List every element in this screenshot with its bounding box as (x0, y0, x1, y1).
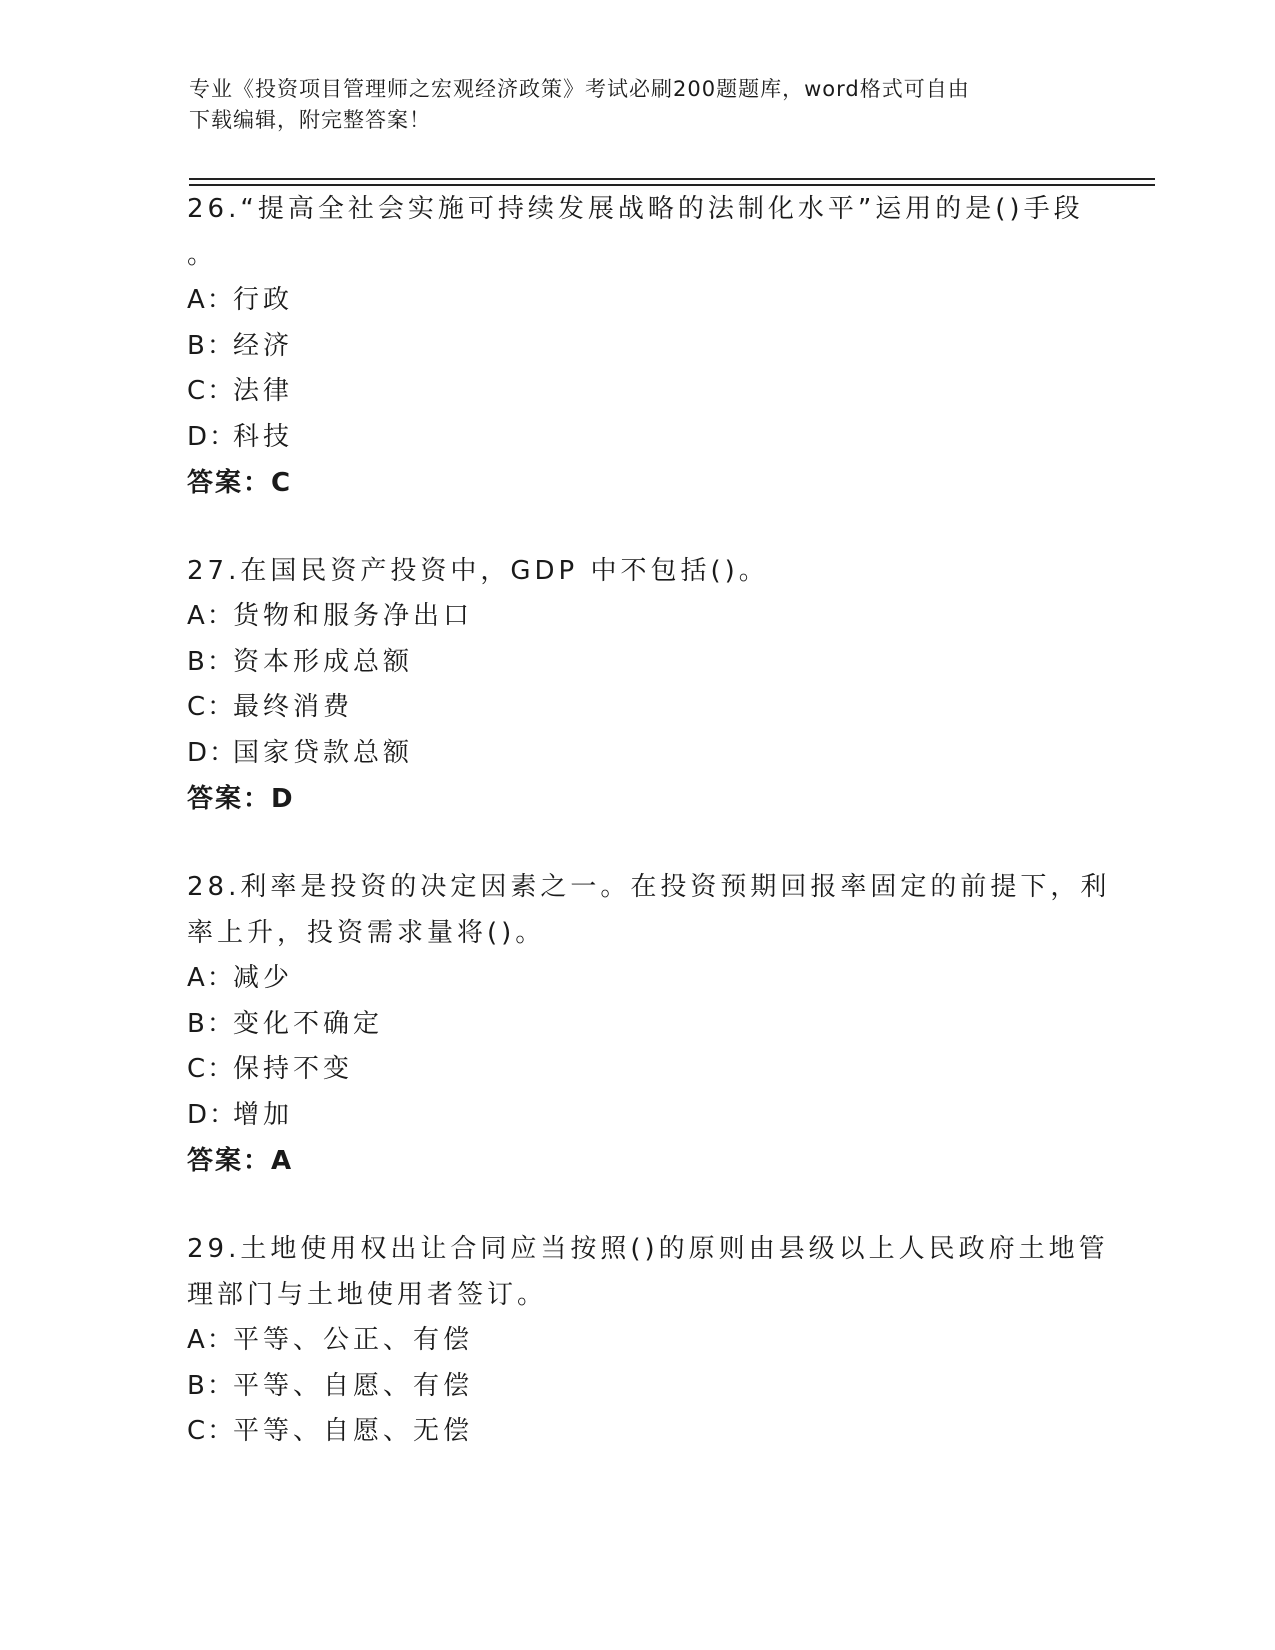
option-b (187, 1002, 1087, 1048)
document-header (189, 74, 1069, 136)
option-b (187, 640, 1087, 686)
option-key: C： (187, 376, 236, 406)
option-b (187, 324, 1087, 370)
option-key: D： (187, 1099, 238, 1130)
question-text-line: 。 (187, 240, 218, 270)
question-list (187, 186, 1111, 1497)
question-text-line: 28.利率是投资的决定因素之一。在投资预期回报率固定的前提下，利 (187, 872, 1111, 902)
question-29 (187, 1226, 1109, 1455)
option-text: 增加 (233, 1099, 294, 1130)
option-text: 最终消费 (233, 692, 354, 722)
question-28 (187, 864, 1111, 1184)
option-a (187, 278, 1087, 324)
option-key: B： (187, 646, 235, 677)
option-key: A： (187, 285, 235, 315)
question-text-line: 理部门与土地使用者签订。 (187, 1280, 548, 1310)
answer-line: 答案：A (187, 1146, 294, 1176)
option-c (187, 1409, 1087, 1455)
option-text: 科技 (233, 421, 294, 452)
option-a (187, 956, 1087, 1002)
question-text-line: 27.在国民资产投资中，GDP 中不包括()。 (187, 556, 769, 586)
option-text: 变化不确定 (233, 1008, 384, 1039)
option-key: B： (187, 1370, 235, 1401)
option-text: 法律 (233, 376, 294, 406)
option-key: A： (187, 1325, 235, 1355)
option-text: 经济 (233, 330, 294, 361)
option-key: C： (187, 692, 236, 722)
option-text: 货物和服务净出口 (233, 601, 474, 631)
header-divider-top (189, 178, 1155, 180)
option-key: D： (187, 737, 238, 768)
question-text-line: 率上升，投资需求量将()。 (187, 918, 546, 948)
question-27 (187, 548, 1087, 822)
option-key: A： (187, 601, 235, 631)
option-text: 行政 (233, 285, 294, 315)
option-a (187, 594, 1087, 640)
answer-line: 答案：C (187, 468, 293, 498)
option-text: 资本形成总额 (233, 646, 414, 677)
option-a (187, 1318, 1087, 1364)
option-b (187, 1364, 1087, 1410)
option-key: C： (187, 1416, 236, 1446)
option-text: 平等、公正、有偿 (233, 1325, 474, 1355)
option-key: D： (187, 421, 238, 452)
option-d (187, 415, 1087, 461)
option-text: 平等、自愿、无偿 (233, 1416, 474, 1446)
option-key: C： (187, 1054, 236, 1084)
option-key: A： (187, 963, 235, 993)
option-c (187, 685, 1087, 731)
answer-line: 答案：D (187, 784, 295, 814)
option-c (187, 1047, 1087, 1093)
option-text: 国家贷款总额 (233, 737, 414, 768)
option-text: 平等、自愿、有偿 (233, 1370, 474, 1401)
option-key: B： (187, 330, 235, 361)
option-text: 保持不变 (233, 1054, 354, 1084)
option-d (187, 731, 1087, 777)
question-text-line: 26.“提高全社会实施可持续发展战略的法制化水平”运用的是()手段 (187, 194, 1084, 224)
option-key: B： (187, 1008, 235, 1039)
header-line-1: 专业《投资项目管理师之宏观经济政策》考试必刷200题题库，word格式可自由 (189, 77, 970, 101)
question-text-line: 29.土地使用权出让合同应当按照()的原则由县级以上人民政府土地管 (187, 1234, 1109, 1264)
option-c (187, 369, 1087, 415)
option-d (187, 1093, 1087, 1139)
option-text: 减少 (233, 963, 294, 993)
question-26 (187, 186, 1087, 506)
header-line-2: 下载编辑，附完整答案！ (189, 108, 431, 132)
